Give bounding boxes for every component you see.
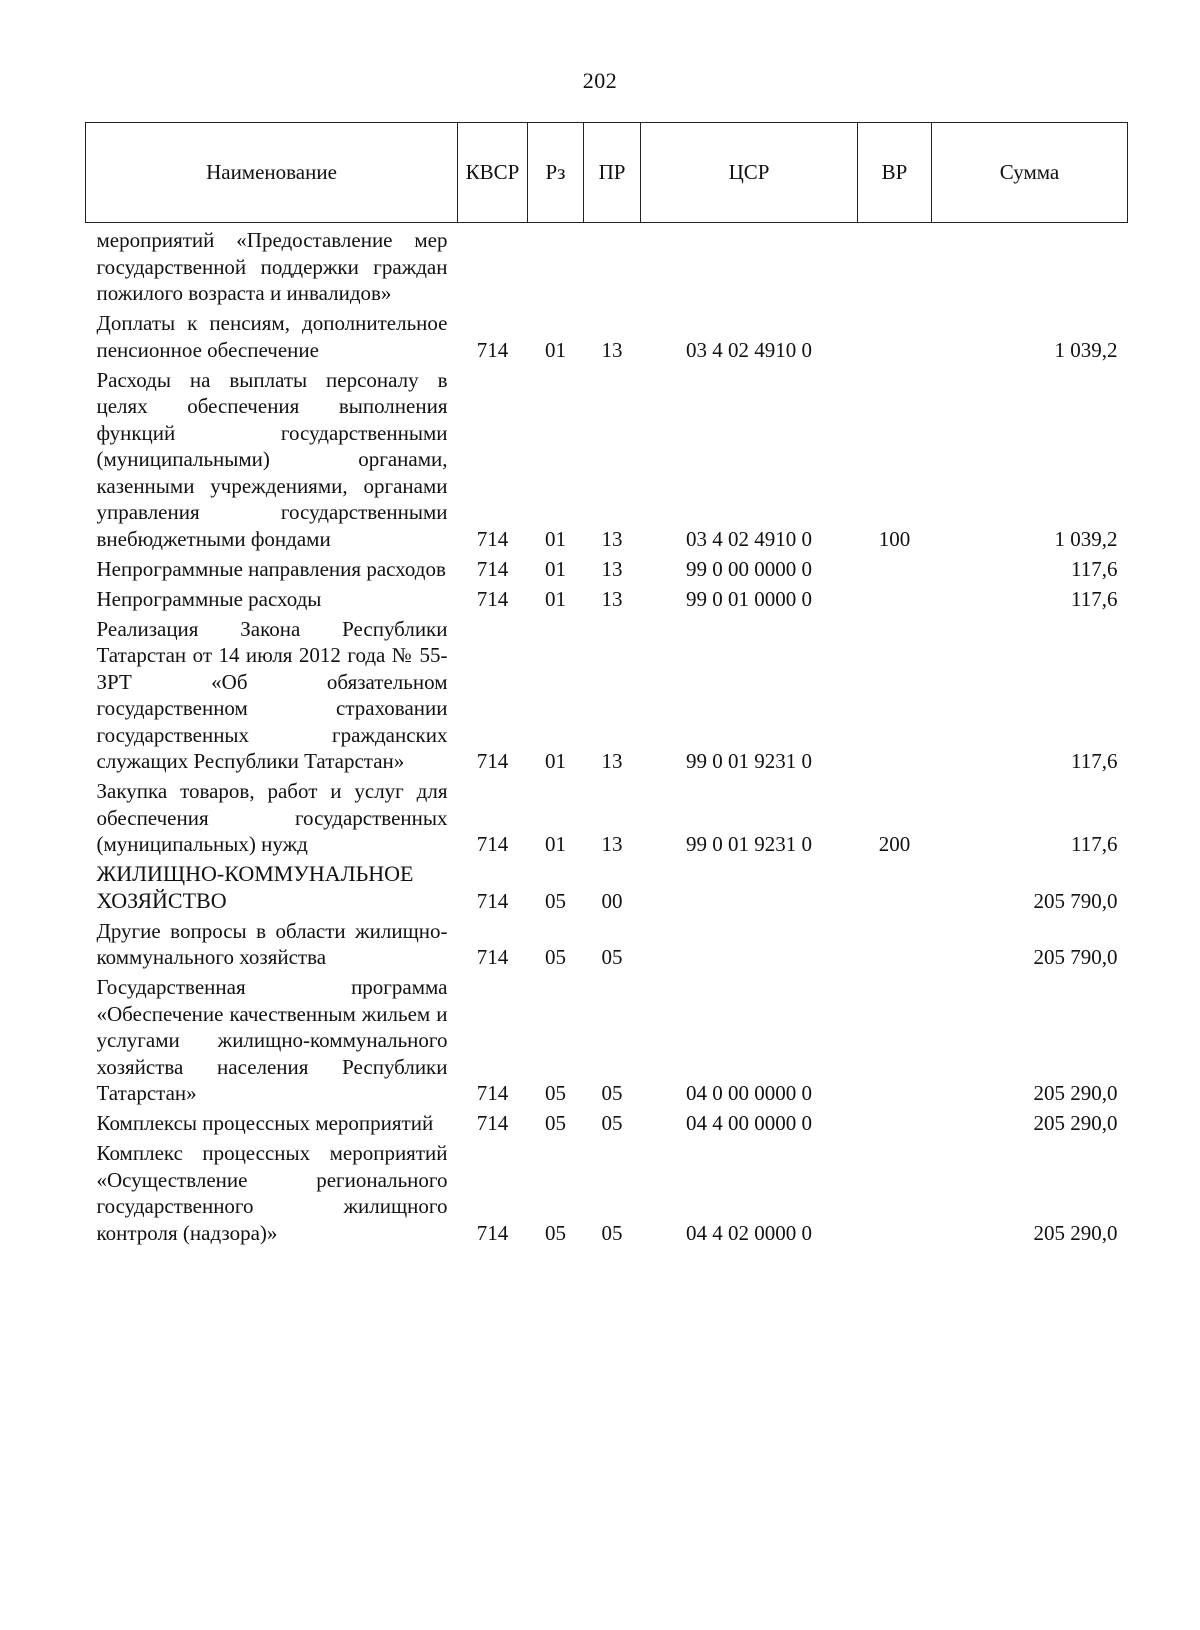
table-row [86, 1110, 1128, 1140]
cell-csr: 99 0 01 0000 0 [686, 586, 812, 611]
cell-name: ЖИЛИЩНО-КОММУНАЛЬНОЕ ХОЗЯЙСТВО [96, 861, 414, 913]
table-row [86, 367, 1128, 556]
cell-rz: 01 [545, 337, 566, 362]
cell-kvsr: 714 [476, 586, 509, 611]
header-pr: ПР [584, 123, 641, 223]
cell-csr: 99 0 00 0000 0 [686, 556, 812, 581]
cell-csr: 99 0 01 9231 0 [686, 832, 812, 856]
header-sum: Сумма [932, 123, 1128, 223]
cell-csr: 99 0 01 9231 0 [686, 749, 812, 773]
cell-csr: 04 4 00 0000 0 [686, 1111, 812, 1135]
cell-sum: 117,6 [1071, 586, 1118, 611]
page-number: 202 [582, 68, 618, 93]
cell-name: Непрограммные направления расходов [96, 556, 446, 581]
cell-vr [858, 1140, 932, 1250]
cell-pr: 13 [601, 749, 623, 773]
cell-vr [858, 310, 932, 367]
table-row [86, 778, 1128, 861]
table-body [86, 223, 1128, 1250]
cell-pr: 00 [601, 888, 623, 913]
cell-kvsr: 714 [476, 749, 509, 773]
cell-rz: 05 [545, 1111, 566, 1135]
cell-kvsr: 714 [476, 888, 509, 913]
cell-vr [858, 1110, 932, 1140]
cell-pr: 05 [601, 1220, 623, 1245]
cell-sum [932, 223, 1128, 311]
cell-sum: 205 790,0 [1033, 888, 1118, 913]
cell-name: Комплекс процессных мероприятий «Осуществление регионального государственного жилищного контроля (надзора)» [96, 1141, 448, 1245]
cell-rz: 05 [545, 888, 566, 913]
cell-vr [858, 918, 932, 975]
cell-rz: 05 [545, 1220, 566, 1245]
table-row [86, 586, 1128, 616]
cell-pr [584, 223, 641, 311]
table-row [86, 616, 1128, 779]
cell-kvsr: 714 [476, 1081, 509, 1105]
cell-sum: 1 039,2 [1054, 526, 1118, 551]
cell-kvsr: 714 [476, 556, 509, 581]
cell-name: Реализация Закона Республики Татарстан от 14 июля 2012 года № 55-ЗРТ «Об обязательном государственном страховании государственных гражданских служащих Республики Татарстан» [96, 616, 448, 773]
cell-rz [528, 223, 584, 311]
cell-name: Непрограммные расходы [96, 586, 322, 611]
cell-kvsr: 714 [476, 832, 509, 856]
cell-rz: 01 [545, 556, 566, 581]
header-rz: Рз [528, 123, 584, 223]
cell-csr: 03 4 02 4910 0 [686, 337, 812, 362]
cell-rz: 05 [545, 945, 566, 969]
cell-vr [858, 586, 932, 616]
cell-vr [858, 223, 932, 311]
cell-pr: 05 [601, 945, 623, 969]
cell-vr [858, 974, 932, 1110]
table-row [86, 223, 1128, 311]
table-row [86, 918, 1128, 975]
cell-sum: 205 290,0 [1033, 1111, 1118, 1135]
cell-csr [641, 861, 858, 918]
cell-sum: 205 290,0 [1033, 1081, 1118, 1105]
cell-rz: 01 [545, 832, 566, 856]
table-row [86, 310, 1128, 367]
cell-pr: 13 [601, 337, 623, 362]
header-name: Наименование [86, 123, 458, 223]
cell-kvsr: 714 [476, 526, 509, 551]
cell-vr: 100 [878, 526, 911, 551]
table-header [86, 123, 1128, 223]
cell-rz: 05 [545, 1081, 566, 1105]
header-kvsr: КВСР [458, 123, 528, 223]
cell-pr: 13 [601, 556, 623, 581]
cell-csr [641, 918, 858, 975]
cell-pr: 13 [601, 526, 623, 551]
budget-table [85, 122, 1128, 1250]
header-vr: ВР [858, 123, 932, 223]
cell-vr [858, 616, 932, 779]
cell-rz: 01 [545, 526, 566, 551]
cell-sum: 1 039,2 [1054, 337, 1118, 362]
cell-vr [858, 861, 932, 918]
cell-kvsr [458, 223, 528, 311]
cell-sum: 205 290,0 [1033, 1220, 1118, 1245]
cell-name: мероприятий «Предоставление мер государственной поддержки граждан пожилого возраста и инвалидов» [96, 228, 448, 305]
table-row [86, 556, 1128, 586]
cell-kvsr: 714 [476, 337, 509, 362]
header-csr: ЦСР [641, 123, 858, 223]
cell-pr: 13 [601, 832, 623, 856]
cell-name: Доплаты к пенсиям, дополнительное пенсионное обеспечение [96, 311, 448, 362]
cell-vr [858, 556, 932, 586]
table-row [86, 861, 1128, 918]
cell-name: Комплексы процессных мероприятий [96, 1111, 434, 1135]
cell-name: Государственная программа «Обеспечение качественным жильем и услугами жилищно-коммунального хозяйства населения Республики Татарстан» [96, 975, 448, 1105]
cell-kvsr: 714 [476, 945, 509, 969]
cell-kvsr: 714 [476, 1111, 509, 1135]
cell-name: Другие вопросы в области жилищно-коммунального хозяйства [96, 918, 448, 969]
cell-pr: 13 [601, 586, 623, 611]
cell-csr: 04 4 02 0000 0 [686, 1220, 812, 1245]
cell-sum: 117,6 [1071, 556, 1118, 581]
cell-vr: 200 [878, 832, 911, 856]
cell-sum: 205 790,0 [1033, 945, 1118, 969]
cell-pr: 05 [601, 1111, 623, 1135]
cell-name: Закупка товаров, работ и услуг для обеспечения государственных (муниципальных) нужд [96, 779, 448, 856]
cell-kvsr: 714 [476, 1220, 509, 1245]
cell-pr: 05 [601, 1081, 623, 1105]
table-row [86, 974, 1128, 1110]
cell-csr: 03 4 02 4910 0 [686, 526, 812, 551]
cell-sum: 117,6 [1071, 749, 1118, 773]
cell-csr [641, 223, 858, 311]
cell-sum: 117,6 [1071, 832, 1118, 856]
cell-csr: 04 0 00 0000 0 [686, 1081, 812, 1105]
cell-rz: 01 [545, 749, 566, 773]
cell-name: Расходы на выплаты персоналу в целях обеспечения выполнения функций государственными (муниципальными) органами, казенными учреждениями, органами управления государственными внебюджетными фондами [96, 367, 448, 551]
cell-rz: 01 [545, 586, 566, 611]
table-row [86, 1140, 1128, 1250]
